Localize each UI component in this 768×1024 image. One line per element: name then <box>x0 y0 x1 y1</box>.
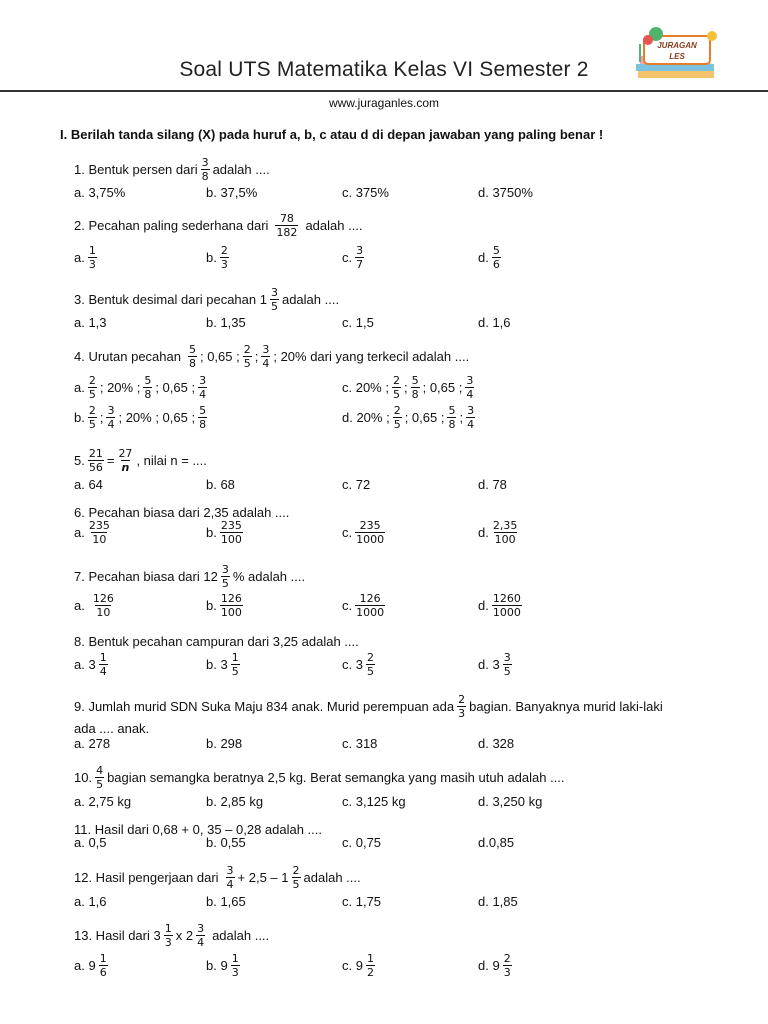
text-segment: adalah .... <box>303 870 361 885</box>
numerator: 2 <box>393 404 401 417</box>
denominator: 100 <box>220 533 242 546</box>
denominator: 5 <box>393 418 401 431</box>
denominator: 4 <box>262 357 270 370</box>
website-link[interactable]: www.juraganles.com <box>328 96 440 110</box>
denominator: 4 <box>99 665 107 678</box>
logo-text-1: JURAGAN <box>657 41 697 50</box>
text-segment: a. <box>74 598 85 613</box>
q1-option-c[interactable]: c. 375% <box>342 185 389 200</box>
question-9-cont: ada .... anak. <box>74 721 150 736</box>
fraction <box>411 374 420 401</box>
q3-option-a[interactable]: a. 1,3 <box>74 315 107 330</box>
fraction <box>465 374 474 401</box>
fraction <box>243 343 252 370</box>
q3-text: 3. Bentuk desimal dari pecahan 1 <box>74 292 267 307</box>
denominator: 2 <box>366 966 374 979</box>
q10-option-d[interactable]: d. 3,250 kg <box>478 794 543 809</box>
q8-option-b[interactable] <box>206 651 243 678</box>
numerator: 1 <box>231 952 239 965</box>
numerator: 27 <box>118 447 133 460</box>
question-4 <box>74 343 469 370</box>
q2-option-c[interactable] <box>342 244 367 271</box>
fraction <box>188 343 197 370</box>
question-7 <box>74 563 305 590</box>
fraction <box>492 519 519 546</box>
q5-option-d[interactable]: d. 78 <box>478 477 507 492</box>
numerator: 5 <box>448 404 456 417</box>
numerator: 2 <box>458 693 466 706</box>
q8-option-c[interactable] <box>342 651 378 678</box>
numerator: 1 <box>366 952 374 965</box>
q7-option-d[interactable] <box>478 592 525 619</box>
q12-option-a[interactable]: a. 1,6 <box>74 894 107 909</box>
fraction <box>503 952 512 979</box>
text-segment: b. <box>74 410 85 425</box>
text-segment: d. 9 <box>478 958 500 973</box>
q2-text: 2. Pecahan paling sederhana dari <box>74 218 269 233</box>
text-segment: x 2 <box>175 928 194 943</box>
text-segment: 9. Jumlah murid SDN Suka Maju 834 anak. Murid perempuan ada <box>74 699 455 714</box>
numerator: 235 <box>88 519 110 532</box>
q3-option-d[interactable]: d. 1,6 <box>478 315 511 330</box>
fraction <box>196 922 205 949</box>
fraction <box>226 864 235 891</box>
denominator: 8 <box>411 388 419 401</box>
q13-option-d[interactable] <box>478 952 515 979</box>
text-segment: ; 20% ; 0,65 ; <box>118 410 196 425</box>
numerator: 126 <box>359 592 381 605</box>
numerator: 5 <box>188 343 196 356</box>
question-13 <box>74 922 269 949</box>
q4-option-d[interactable] <box>342 404 478 431</box>
q11-option-d[interactable]: d.0,85 <box>478 835 515 850</box>
text-segment: ; <box>403 380 408 395</box>
q10-option-b[interactable]: b. 2,85 kg <box>206 794 264 809</box>
text-segment: b. <box>206 598 217 613</box>
q11-option-a[interactable]: a. 0,5 <box>74 835 107 850</box>
text-segment: 10. <box>74 770 93 785</box>
fraction <box>366 952 375 979</box>
text-segment: b. <box>206 525 217 540</box>
fraction <box>275 212 298 239</box>
fraction <box>393 404 402 431</box>
q6-option-c[interactable] <box>342 519 388 546</box>
fraction <box>466 404 475 431</box>
fraction <box>88 374 97 401</box>
text-segment: ; 20% dari yang terkecil adalah .... <box>273 349 470 364</box>
q3-text-end: adalah .... <box>281 292 340 307</box>
text-segment: = <box>106 453 115 468</box>
q12-option-d[interactable]: d. 1,85 <box>478 894 518 909</box>
denominator: 6 <box>492 258 500 271</box>
q2-option-d[interactable] <box>478 244 504 271</box>
fraction <box>198 404 207 431</box>
denominator: 1000 <box>492 606 521 619</box>
text-segment: ; <box>254 349 259 364</box>
text-segment: ; 0,65 ; <box>155 380 196 395</box>
question-9 <box>74 693 663 720</box>
numerator: 1 <box>99 952 107 965</box>
denominator: 1000 <box>356 533 385 546</box>
denominator: 3 <box>503 966 511 979</box>
q11-option-b[interactable]: b. 0,55 <box>206 835 246 850</box>
fraction <box>220 244 229 271</box>
numerator: 2 <box>220 244 228 257</box>
q4-option-a[interactable] <box>74 374 210 401</box>
q7-option-c[interactable] <box>342 592 388 619</box>
q8-option-a[interactable] <box>74 651 111 678</box>
question-8: 8. Bentuk pecahan campuran dari 3,25 adalah .... <box>74 634 359 649</box>
q13-option-c[interactable] <box>342 952 378 979</box>
numerator: 5 <box>144 374 152 387</box>
q5-option-b[interactable]: b. 68 <box>206 477 235 492</box>
fraction <box>198 374 207 401</box>
denominator: 8 <box>199 418 207 431</box>
q6-option-b[interactable] <box>206 519 246 546</box>
q13-option-b[interactable] <box>206 952 243 979</box>
fraction <box>355 519 385 546</box>
q7-option-a[interactable] <box>74 592 118 619</box>
denominator: 4 <box>466 388 474 401</box>
denominator: 56 <box>88 461 103 474</box>
numerator: 3 <box>197 922 205 935</box>
denominator: 5 <box>221 577 229 590</box>
text-segment: ; 20% ; <box>99 380 141 395</box>
text-segment: b. <box>206 250 217 265</box>
text-segment: 7. Pecahan biasa dari 12 <box>74 569 218 584</box>
denominator: 4 <box>107 418 115 431</box>
q7-option-b[interactable] <box>206 592 246 619</box>
numerator: 3 <box>270 286 278 299</box>
q9-option-b[interactable]: b. 298 <box>206 736 243 751</box>
q4-text: 4. Urutan pecahan <box>74 349 181 364</box>
numerator: 1260 <box>492 592 521 605</box>
numerator: 3 <box>356 244 364 257</box>
question-11: 11. Hasil dari 0,68 + 0, 35 – 0,28 adalah .... <box>74 822 323 837</box>
text-segment: bagian. Banyaknya murid laki-laki <box>469 699 663 714</box>
text-segment: a. <box>74 380 85 395</box>
page-title: Soal UTS Matematika Kelas VI Semester 2 <box>179 58 589 81</box>
text-segment: a. 9 <box>74 958 96 973</box>
fraction <box>88 404 97 431</box>
denominator: 4 <box>226 878 234 891</box>
q1-option-a[interactable]: a. 3,75% <box>74 185 126 200</box>
question-12 <box>74 864 361 891</box>
numerator: 5 <box>199 404 207 417</box>
text-segment: + 2,5 – 1 <box>237 870 289 885</box>
numerator: 2 <box>366 651 374 664</box>
denominator: 4 <box>197 936 205 949</box>
q4-option-c[interactable] <box>342 374 477 401</box>
text-segment: % adalah .... <box>232 569 306 584</box>
question-6: 6. Pecahan biasa dari 2,35 adalah .... <box>74 505 290 520</box>
fraction <box>106 404 115 431</box>
numerator: 126 <box>92 592 114 605</box>
fraction <box>117 447 133 474</box>
numerator: 3 <box>201 156 209 169</box>
text-segment: d. 3 <box>478 657 500 672</box>
text-segment: a. 3 <box>74 657 96 672</box>
denominator: 1000 <box>356 606 385 619</box>
fraction <box>457 693 466 720</box>
denominator: 5 <box>96 778 104 791</box>
denominator: 5 <box>292 878 300 891</box>
fraction <box>221 563 230 590</box>
text-segment: d. 20% ; <box>342 410 390 425</box>
question-1 <box>74 156 270 183</box>
fraction <box>88 447 104 474</box>
text-segment: d. <box>478 598 489 613</box>
q1-text: 1. Bentuk persen dari <box>74 162 198 177</box>
fraction <box>292 864 301 891</box>
q13-option-a[interactable] <box>74 952 111 979</box>
text-segment: ; 0,65 ; <box>199 349 240 364</box>
denominator: 5 <box>503 665 511 678</box>
denominator: 8 <box>448 418 456 431</box>
denominator: 8 <box>201 170 209 183</box>
q5-option-a[interactable]: a. 64 <box>74 477 103 492</box>
q4-option-b[interactable] <box>74 404 210 431</box>
denominator: 4 <box>199 388 207 401</box>
denominator: 5 <box>392 388 400 401</box>
denominator: 4 <box>467 418 475 431</box>
denominator: 6 <box>99 966 107 979</box>
text-segment: adalah .... <box>212 928 270 943</box>
q2-option-a[interactable] <box>74 244 100 271</box>
denominator: 5 <box>88 418 96 431</box>
fraction <box>355 592 385 619</box>
text-segment: a. <box>74 525 85 540</box>
q12-option-b[interactable]: b. 1,65 <box>206 894 246 909</box>
denominator: 8 <box>188 357 196 370</box>
q3-option-b[interactable]: b. 1,35 <box>206 315 246 330</box>
q9-option-a[interactable]: a. 278 <box>74 736 111 751</box>
q1-text-end: adalah .... <box>212 162 270 177</box>
denominator: 7 <box>356 258 364 271</box>
numerator: 2 <box>292 864 300 877</box>
numerator: 5 <box>492 244 500 257</box>
fraction <box>88 519 111 546</box>
denominator: 8 <box>144 388 152 401</box>
text-segment: ; 0,65 ; <box>422 380 463 395</box>
numerator: 3 <box>467 404 475 417</box>
q10-option-a[interactable]: a. 2,75 kg <box>74 794 132 809</box>
text-segment: bagian semangka beratnya 2,5 kg. Berat semangka yang masih utuh adalah .... <box>107 770 565 785</box>
text-segment: ; 0,65 ; <box>404 410 445 425</box>
q9-option-d[interactable]: d. 328 <box>478 736 515 751</box>
q1-option-b[interactable]: b. 37,5% <box>206 185 258 200</box>
numerator: 126 <box>220 592 242 605</box>
numerator: 3 <box>262 343 270 356</box>
numerator: 2 <box>88 374 96 387</box>
fraction <box>99 952 108 979</box>
q5-option-c[interactable]: c. 72 <box>342 477 371 492</box>
text-segment: ; <box>99 410 104 425</box>
fraction <box>492 592 522 619</box>
text-segment: c. 20% ; <box>342 380 389 395</box>
numerator: 2 <box>88 404 96 417</box>
fraction <box>503 651 512 678</box>
denominator: 182 <box>276 226 298 239</box>
numerator: 2 <box>243 343 251 356</box>
logo-text-2: LES <box>669 52 685 61</box>
instructions: I. Berilah tanda silang (X) pada huruf a, b, c atau d di depan jawaban yang paling benar ! <box>60 127 604 142</box>
denominator: 3 <box>220 258 228 271</box>
question-2 <box>74 212 363 239</box>
numerator: 235 <box>220 519 242 532</box>
denominator: 5 <box>231 665 239 678</box>
denominator: 100 <box>494 533 516 546</box>
q3-option-c[interactable]: c. 1,5 <box>342 315 374 330</box>
numerator: 2 <box>392 374 400 387</box>
numerator: 235 <box>359 519 381 532</box>
fraction <box>201 156 210 183</box>
fraction <box>95 764 104 791</box>
text-segment: b. 3 <box>206 657 228 672</box>
numerator: 1 <box>88 244 96 257</box>
denominator: 100 <box>220 606 242 619</box>
fraction <box>355 244 364 271</box>
q8-option-d[interactable] <box>478 651 515 678</box>
fraction <box>392 374 401 401</box>
fraction <box>447 404 456 431</box>
text-segment: c. 3 <box>342 657 363 672</box>
denominator: 3 <box>164 936 172 949</box>
numerator: 4 <box>96 764 104 777</box>
numerator: 3 <box>221 563 229 576</box>
text-segment: 5. <box>74 453 85 468</box>
fraction <box>492 244 501 271</box>
denominator: 3 <box>231 966 239 979</box>
fraction <box>99 651 108 678</box>
denominator: 5 <box>366 665 374 678</box>
fraction <box>92 592 115 619</box>
q12-option-c[interactable]: c. 1,75 <box>342 894 382 909</box>
numerator: 1 <box>164 922 172 935</box>
q9-option-c[interactable]: c. 318 <box>342 736 378 751</box>
numerator: 3 <box>199 374 207 387</box>
numerator: 3 <box>503 651 511 664</box>
q2-text-end: adalah .... <box>305 218 363 233</box>
q11-option-c[interactable]: c. 0,75 <box>342 835 382 850</box>
text-segment: d. <box>478 525 489 540</box>
q6-option-a[interactable] <box>74 519 114 546</box>
question-10 <box>74 764 565 791</box>
fraction <box>231 952 240 979</box>
fraction <box>231 651 240 678</box>
q6-option-d[interactable] <box>478 519 521 546</box>
numerator: 2 <box>503 952 511 965</box>
denominator: 10 <box>92 533 107 546</box>
question-5 <box>74 447 207 474</box>
numerator: 5 <box>411 374 419 387</box>
denominator: 5 <box>270 300 278 313</box>
numerator: 21 <box>88 447 103 460</box>
numerator: 78 <box>279 212 294 225</box>
text-segment: a. <box>74 250 85 265</box>
text-segment: c. 9 <box>342 958 363 973</box>
numerator: 2,35 <box>492 519 518 532</box>
denominator: 5 <box>243 357 251 370</box>
numerator: 1 <box>99 651 107 664</box>
text-segment: c. <box>342 250 353 265</box>
fraction <box>220 519 243 546</box>
fraction <box>261 343 270 370</box>
denominator: 5 <box>88 388 96 401</box>
fraction <box>220 592 243 619</box>
text-segment: b. 9 <box>206 958 228 973</box>
header-divider <box>0 90 768 92</box>
fraction <box>88 244 97 271</box>
fraction <box>164 922 173 949</box>
numerator: 3 <box>466 374 474 387</box>
text-segment: d. <box>478 250 489 265</box>
text-segment: 13. Hasil dari 3 <box>74 928 161 943</box>
fraction <box>270 286 279 313</box>
text-segment: c. <box>342 598 353 613</box>
q2-option-b[interactable] <box>206 244 232 271</box>
numerator: 3 <box>226 864 234 877</box>
q10-option-c[interactable]: c. 3,125 kg <box>342 794 406 809</box>
text-segment: , nilai n = .... <box>136 453 207 468</box>
denominator: n <box>121 461 130 474</box>
denominator: 3 <box>458 707 466 720</box>
text-segment: 12. Hasil pengerjaan dari <box>74 870 219 885</box>
text-segment: c. <box>342 525 353 540</box>
text-segment: ; <box>459 410 464 425</box>
fraction <box>366 651 375 678</box>
denominator: 3 <box>88 258 96 271</box>
numerator: 1 <box>231 651 239 664</box>
q1-option-d[interactable]: d. 3750% <box>478 185 533 200</box>
question-3 <box>74 286 339 313</box>
denominator: 10 <box>96 606 111 619</box>
numerator: 3 <box>107 404 115 417</box>
fraction <box>143 374 152 401</box>
